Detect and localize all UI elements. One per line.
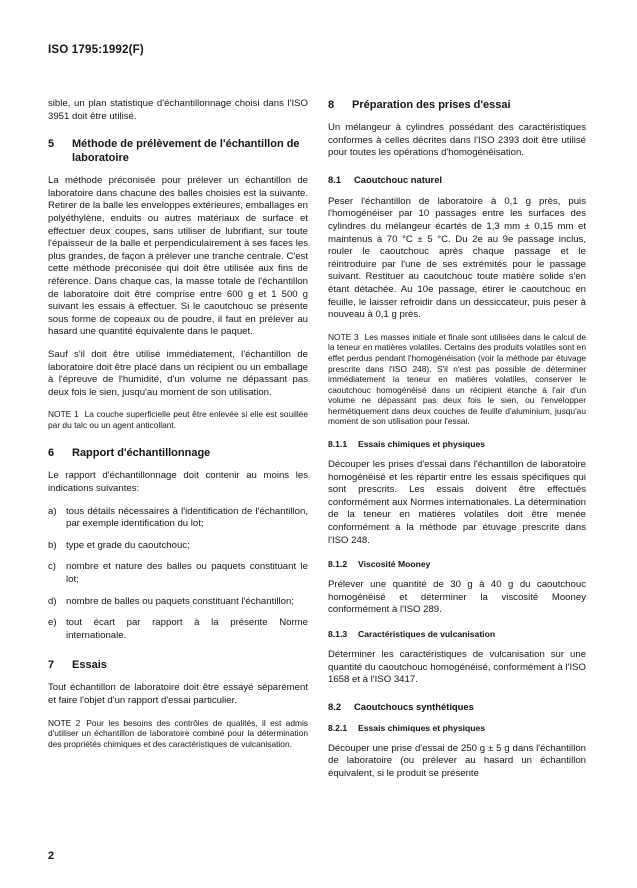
section-number: 8.1.1 bbox=[328, 439, 348, 450]
continuation-paragraph: sible, un plan statistique d'échantillonnage choisi dans l'ISO 3951 doit être utilisé. bbox=[48, 98, 308, 122]
list-marker: b) bbox=[48, 539, 57, 551]
section-8-2-heading bbox=[328, 701, 586, 713]
section-8-1-heading bbox=[328, 174, 586, 186]
section-title: Préparation des prises d'essai bbox=[352, 99, 511, 111]
document-header: ISO 1795:1992(F) bbox=[48, 44, 144, 56]
section-6-heading bbox=[48, 446, 308, 460]
section-5-heading bbox=[48, 137, 308, 165]
section-8-1-3-paragraph: Déterminer les caractéristiques de vulcanisation sur une quantité du caoutchouc homogénéisé, conformément à l'ISO 1658 et à l'ISO 3417. bbox=[328, 649, 586, 686]
report-items-list bbox=[48, 506, 308, 643]
list-marker: a) bbox=[48, 505, 57, 517]
note-label: NOTE 1 bbox=[48, 409, 79, 420]
note-text: Pour les besoins des contrôles de qualités, il est admis d'utiliser un échantillon de laboratoire combiné pour la détermination des propriétés chimiques et des caractéristiques de vulcanisation. bbox=[48, 717, 308, 749]
list-item bbox=[48, 561, 308, 586]
section-title: Essais chimiques et physiques bbox=[358, 439, 486, 450]
list-text: type et grade du caoutchouc; bbox=[66, 539, 190, 551]
section-title: Rapport d'échantillonnage bbox=[72, 447, 211, 460]
section-title: Essais bbox=[72, 659, 107, 672]
list-text: tous détails nécessaires à l'identification de l'échantillon, par exemple identification du lot; bbox=[66, 505, 308, 530]
left-column bbox=[48, 98, 308, 759]
right-column bbox=[328, 98, 586, 791]
list-marker: d) bbox=[48, 595, 57, 607]
section-6-intro: Le rapport d'échantillonnage doit contenir au moins les indications suivantes: bbox=[48, 470, 308, 495]
list-item bbox=[48, 506, 308, 531]
section-number: 6 bbox=[48, 447, 55, 460]
list-item bbox=[48, 617, 308, 642]
section-8-1-2-heading bbox=[328, 559, 586, 570]
page-number: 2 bbox=[48, 850, 55, 862]
list-text: nombre et nature des balles ou paquets constituant le lot; bbox=[66, 561, 308, 586]
section-number: 7 bbox=[48, 659, 55, 672]
list-marker: e) bbox=[48, 617, 57, 629]
section-7-heading bbox=[48, 658, 308, 672]
section-8-1-1-heading bbox=[328, 439, 586, 450]
section-8-2-1-paragraph: Découper une prise d'essai de 250 g ± 5 g dans l'échantillon de laboratoire (ou prélever au hasard un échantillon équivalent, si le produit se présente bbox=[328, 742, 586, 779]
list-item bbox=[48, 596, 308, 609]
section-8-heading bbox=[328, 98, 586, 112]
note-3 bbox=[328, 332, 586, 427]
section-title: Caoutchoucs synthétiques bbox=[354, 700, 474, 712]
section-8-1-2-paragraph: Prélever une quantité de 30 g à 40 g du caoutchouc homogénéisé et déterminer la viscosité Mooney conformément à l'ISO 289. bbox=[328, 579, 586, 616]
section-number: 8.2.1 bbox=[328, 722, 348, 733]
section-title: Viscosité Mooney bbox=[358, 559, 431, 570]
note-text: Les masses initiale et finale sont utilisées dans le calcul de la teneur en matières volatiles. Certains des produits volatiles sont en effet perdus pendant l'homogénéisation (voir la méthode par étuvage prescrite dans l'ISO 248). S'il n'est pas possible de déterminer immédiatement la teneur en matières volatiles, conserver le caoutchouc homogénéisé dans un récipient étanche à l'air d'un volume ne dépassant pas deux fois le sien, ou l'envelopper hermétiquement dans deux couches de feuille d'aluminium, jusqu'au moment de son utilisation pour l'essai. bbox=[328, 331, 587, 427]
section-number: 8 bbox=[328, 99, 335, 111]
list-text: tout écart par rapport à la présente Norme internationale. bbox=[66, 617, 308, 641]
note-label: NOTE 3 bbox=[328, 331, 359, 342]
section-8-1-1-paragraph: Découper les prises d'essai dans l'échantillon de laboratoire homogénéisé et les répartir entre les essais spécifiques qui sont prescrits. Les essais doivent être effectués conformément aux Normes internationales. La détermination de la teneur en matières volatiles doit être menée conformément à la méthode par étuvage prescrite dans l'ISO 248. bbox=[328, 459, 586, 546]
section-number: 8.1.2 bbox=[328, 559, 348, 570]
note-label: NOTE 2 bbox=[48, 717, 81, 728]
section-title: Essais chimiques et physiques bbox=[358, 722, 486, 733]
section-8-1-3-heading bbox=[328, 629, 586, 640]
section-number: 8.2 bbox=[328, 700, 342, 712]
section-8-2-1-heading bbox=[328, 723, 586, 734]
note-2 bbox=[48, 718, 308, 750]
note-text: La couche superficielle peut être enlevée si elle est souillée par du talc ou un agent anticollant. bbox=[48, 409, 308, 430]
section-number: 5 bbox=[48, 138, 55, 151]
list-item bbox=[48, 540, 308, 553]
section-title: Méthode de prélèvement de l'échantillon de laboratoire bbox=[72, 138, 300, 165]
section-8-1-paragraph: Peser l'échantillon de laboratoire à 0,1 g près, puis l'homogénéiser par 10 passages entre les surfaces des cylindres du mélangeur écartés de 1,3 mm ± 0,15 mm et maintenus à 70 °C ± 5 °C. Du 2e au 9e passage inclus, rouler le caoutchouc après chaque passage et le réintroduire par l'une de ses extrémités pour le passage suivant. Restituer au caoutchouc toute matière solide s'en étant détachée. Au 10e passage, étirer le caoutchouc en feuille, le laisser refroidir dans un dessiccateur, puis peser à nouveau à 0,1 g près. bbox=[328, 195, 586, 321]
list-text: nombre de balles ou paquets constituant l'échantillon; bbox=[66, 595, 294, 607]
section-5-paragraph-2: Sauf s'il doit être utilisé immédiatement, l'échantillon de laboratoire doit être placé dans un récipient ou un emballage à l'épreuve de l'humidité, d'un volume ne dépassant pas deux fois le sien, jusqu'au moment de son utilisation. bbox=[48, 348, 308, 398]
section-number: 8.1 bbox=[328, 173, 342, 185]
section-title: Caoutchouc naturel bbox=[354, 173, 443, 185]
note-1 bbox=[48, 409, 308, 430]
section-7-paragraph: Tout échantillon de laboratoire doit être essayé séparément et faire l'objet d'un rapport d'essai particulier. bbox=[48, 682, 308, 706]
section-number: 8.1.3 bbox=[328, 629, 348, 639]
section-title: Caractéristiques de vulcanisation bbox=[358, 629, 496, 639]
section-5-paragraph-1: La méthode préconisée pour prélever un échantillon de laboratoire dans chacune des balles choisies est la suivante. Retirer de la balle les enveloppes extérieures, emballages en polyéthylène, enduits ou autres matériaux de surface et effectuer deux coupes, sans utiliser de lubrifiant, sur toute l'épaisseur de la balle et perpendiculairement à ses faces les plus grandes, de façon à prélever une tranche centrale. C'est cette méthode préconisée qui doit être utilisée aux fins de référence. Dans chaque cas, la masse totale de l'échantillon de laboratoire doit être comprise entre 600 g et 1 500 g suivant les essais à effectuer. Si le caoutchouc se présente sous forme de copeaux ou de poudre, il faut en prélever au hasard une quantité équivalente dans le paquet. bbox=[48, 175, 308, 338]
list-marker: c) bbox=[48, 561, 56, 573]
section-8-paragraph: Un mélangeur à cylindres possédant des caractéristiques conformes à celles décrites dans l'ISO 2393 doit être utilisé pour toutes les opérations d'homogénéisation. bbox=[328, 122, 586, 159]
